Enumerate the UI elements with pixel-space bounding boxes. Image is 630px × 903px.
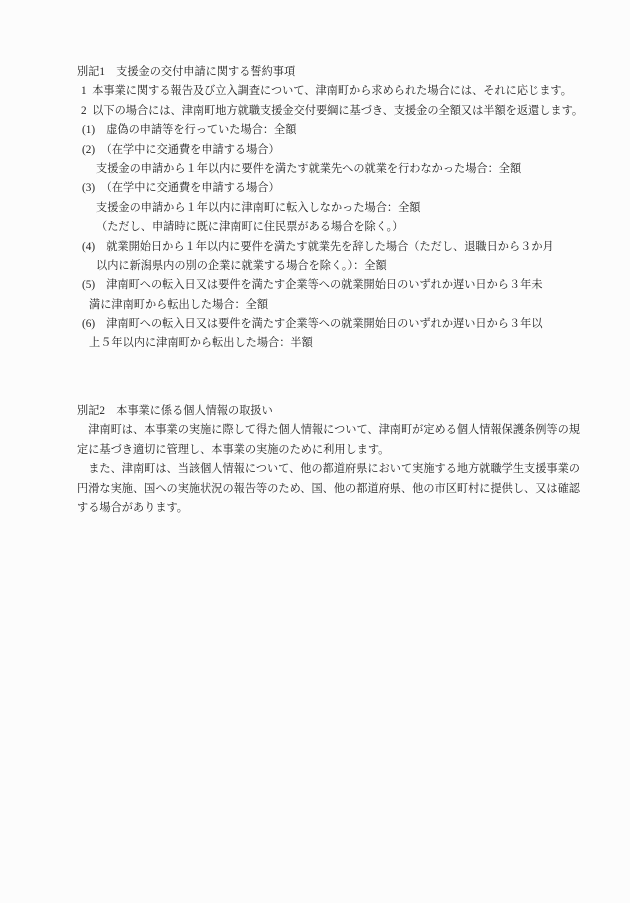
pledge-line-1: 1 本事業に関する報告及び立入調査について、津南町から求められた場合には、それに応じます。 <box>81 85 572 98</box>
pledge-section <box>0 63 630 354</box>
pledge-line-5: 支援金の申請から１年以内に要件を満たす就業先への就業を行わなかった場合：全額 <box>96 162 522 175</box>
pledge-section-heading: 別記1 支援金の交付申請に関する誓約事項 <box>77 66 296 78</box>
privacy-section <box>0 402 630 518</box>
privacy-line-5: する場合があります。 <box>77 501 188 514</box>
pledge-line-10: 以内に新潟県内の別の企業に就業する場合を除く。）：全額 <box>96 259 387 272</box>
privacy-line-1: 津南町は、本事業の実施に際して得た個人情報について、津南町が定める個人情報保護条例等の規 <box>77 424 580 437</box>
privacy-line-4: 円滑な実施、国への実施状況の報告等のため、国、他の都道府県、他の市区町村に提供し、又は確認 <box>77 482 580 495</box>
privacy-line-3: また、津南町は、当該個人情報について、他の都道府県において実施する地方就職学生支援事業の <box>77 463 580 476</box>
pledge-line-12: 満に津南町から転出した場合：全額 <box>89 298 269 311</box>
privacy-line-2: 定に基づき適切に管理し、本事業の実施のために利用します。 <box>77 443 390 456</box>
pledge-line-6: (3) （在学中に交通費を申請する場合） <box>82 182 280 195</box>
pledge-line-13: (6) 津南町への転入日又は要件を満たす企業等への就業開始日のいずれか遅い日から３年以 <box>82 318 543 331</box>
pledge-line-4: (2) （在学中に交通費を申請する場合） <box>82 143 280 156</box>
pledge-line-8: （ただし、申請時に既に津南町に住民票がある場合を除く。） <box>96 221 404 234</box>
pledge-line-7: 支援金の申請から１年以内に津南町に転入しなかった場合：全額 <box>96 201 421 214</box>
pledge-line-11: (5) 津南町への転入日又は要件を満たす企業等への就業開始日のいずれか遅い日から３年未 <box>82 279 543 292</box>
privacy-section-heading: 別記2 本事業に係る個人情報の取扱い <box>77 405 273 417</box>
pledge-line-2: 2 以下の場合には、津南町地方就職支援金交付要綱に基づき、支援金の全額又は半額を返還します。 <box>81 104 584 117</box>
pledge-line-14: 上５年以内に津南町から転出した場合：半額 <box>89 337 313 350</box>
pledge-line-3: (1) 虚偽の申請等を行っていた場合：全額 <box>82 124 297 137</box>
pledge-line-9: (4) 就業開始日から１年以内に要件を満たす就業先を辞した場合（ただし、退職日から３か月 <box>82 240 554 253</box>
